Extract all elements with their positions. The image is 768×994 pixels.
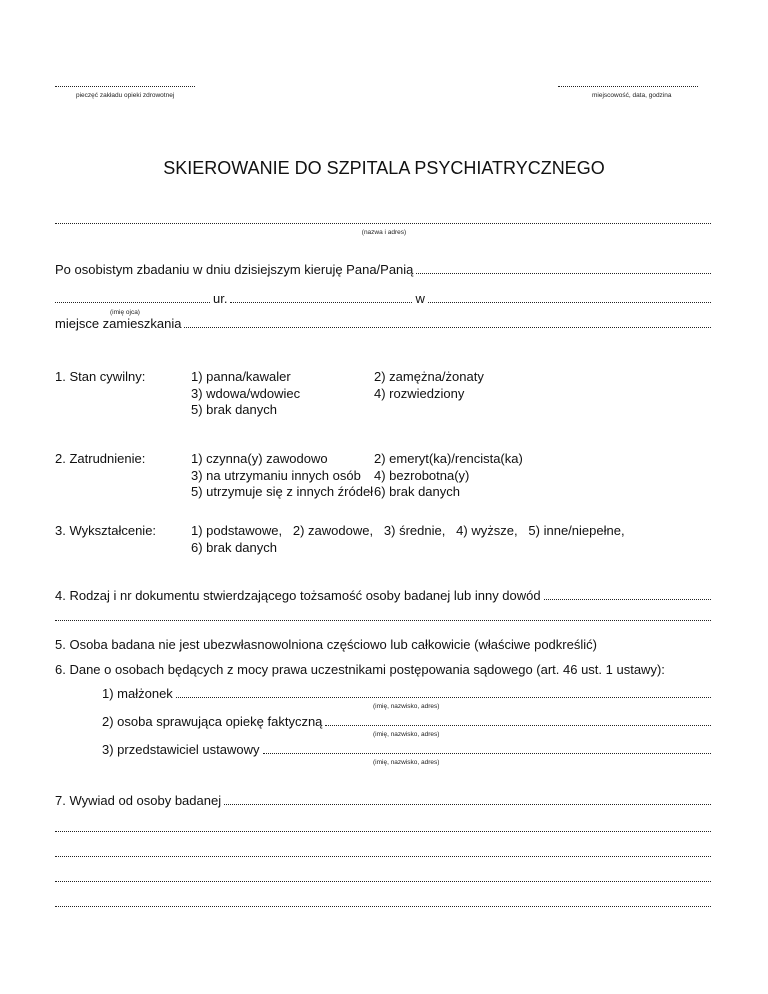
father-born-row <box>55 292 711 306</box>
born-label: ur. <box>213 291 228 306</box>
employment-option[interactable]: 3) na utrzymaniu innych osób <box>191 467 361 483</box>
marital-options-right <box>374 369 484 402</box>
patient-name-field[interactable] <box>55 263 711 277</box>
interview-field[interactable] <box>55 794 711 808</box>
birth-place-label: w <box>415 291 425 306</box>
education-options <box>191 523 625 556</box>
residence-line[interactable] <box>184 327 711 328</box>
employment-option[interactable]: 5) utrzymuje się z innych źródeł <box>191 484 374 499</box>
interview-line-4[interactable] <box>55 881 711 882</box>
interview-line[interactable] <box>224 804 711 805</box>
legal-rep-label: 3) przedstawiciel ustawowy <box>102 742 260 757</box>
spouse-caption: (imię, nazwisko, adres) <box>373 703 440 710</box>
marital-option[interactable]: 5) brak danych <box>191 402 277 417</box>
employment-label: 2. Zatrudnienie: <box>55 451 146 466</box>
education-option[interactable]: 6) brak danych <box>191 539 277 555</box>
interview-line-3[interactable] <box>55 856 711 857</box>
marital-option[interactable]: 4) rozwiedziony <box>374 385 465 401</box>
education-label: 3. Wykształcenie: <box>55 523 157 538</box>
caregiver-caption: (imię, nazwisko, adres) <box>373 731 440 738</box>
employment-option[interactable]: 4) bezrobotna(y) <box>374 467 470 483</box>
id-document-line[interactable] <box>544 599 711 600</box>
employment-option[interactable]: 6) brak danych <box>374 484 460 499</box>
marital-options-left <box>191 369 300 419</box>
hospital-name-line[interactable] <box>55 223 711 224</box>
id-document-label: 4. Rodzaj i nr dokumentu stwierdzającego tożsamość osoby badanej lub inny dowód <box>55 588 541 603</box>
interview-line-5[interactable] <box>55 906 711 907</box>
residence-label: miejsce zamieszkania <box>55 316 182 331</box>
marital-option[interactable]: 1) panna/kawaler <box>191 369 291 384</box>
incapacitation-statement[interactable]: 5. Osoba badana nie jest ubezwłasnowolniona częściowo lub całkowicie (właściwe podkreślić) <box>55 637 597 652</box>
stamp-caption: pieczęć zakładu opieki zdrowotnej <box>76 92 175 99</box>
legal-rep-line[interactable] <box>263 753 711 754</box>
participants-heading: 6. Dane o osobach będących z mocy prawa uczestnikami postępowania sądowego (art. 46 ust. 1 ustawy): <box>55 662 665 677</box>
caregiver-line[interactable] <box>325 725 711 726</box>
place-date-caption: miejscowość, data, godzina <box>592 92 672 99</box>
marital-status-label: 1. Stan cywilny: <box>55 369 146 384</box>
marital-option[interactable]: 3) wdowa/wdowiec <box>191 385 301 401</box>
place-date-line[interactable] <box>558 86 698 87</box>
caregiver-field[interactable] <box>102 715 711 729</box>
legal-rep-field[interactable] <box>102 743 711 757</box>
father-name-line[interactable] <box>55 302 210 303</box>
patient-intro-label: Po osobistym zbadaniu w dniu dzisiejszym kieruję Pana/Panią <box>55 262 414 277</box>
caregiver-label: 2) osoba sprawująca opiekę faktyczną <box>102 714 323 729</box>
employment-options-right <box>374 451 523 501</box>
id-document-field[interactable] <box>55 589 711 603</box>
residence-field[interactable] <box>55 317 711 331</box>
interview-line-2[interactable] <box>55 831 711 832</box>
education-options-line[interactable]: 1) podstawowe, 2) zawodowe, 3) średnie, 4) wyższe, 5) inne/niepełne, <box>191 523 625 538</box>
hospital-caption: (nazwa i adres) <box>361 229 407 236</box>
legal-rep-caption: (imię, nazwisko, adres) <box>373 759 440 766</box>
marital-option[interactable]: 2) zamężna/żonaty <box>374 369 484 384</box>
spouse-label: 1) małżonek <box>102 686 173 701</box>
employment-option[interactable]: 1) czynna(y) zawodowo <box>191 451 328 466</box>
employment-options-left <box>191 451 373 501</box>
spouse-field[interactable] <box>102 687 711 701</box>
document-title: SKIEROWANIE DO SZPITALA PSYCHIATRYCZNEGO <box>163 158 605 178</box>
patient-name-line[interactable] <box>416 273 711 274</box>
birth-place-line[interactable] <box>428 302 711 303</box>
stamp-line[interactable] <box>55 86 195 87</box>
interview-label: 7. Wywiad od osoby badanej <box>55 793 222 808</box>
father-caption: (imię ojca) <box>110 309 140 316</box>
spouse-line[interactable] <box>176 697 711 698</box>
id-document-line-2[interactable] <box>55 620 711 621</box>
employment-option[interactable]: 2) emeryt(ka)/rencista(ka) <box>374 451 523 466</box>
birth-date-line[interactable] <box>230 302 412 303</box>
